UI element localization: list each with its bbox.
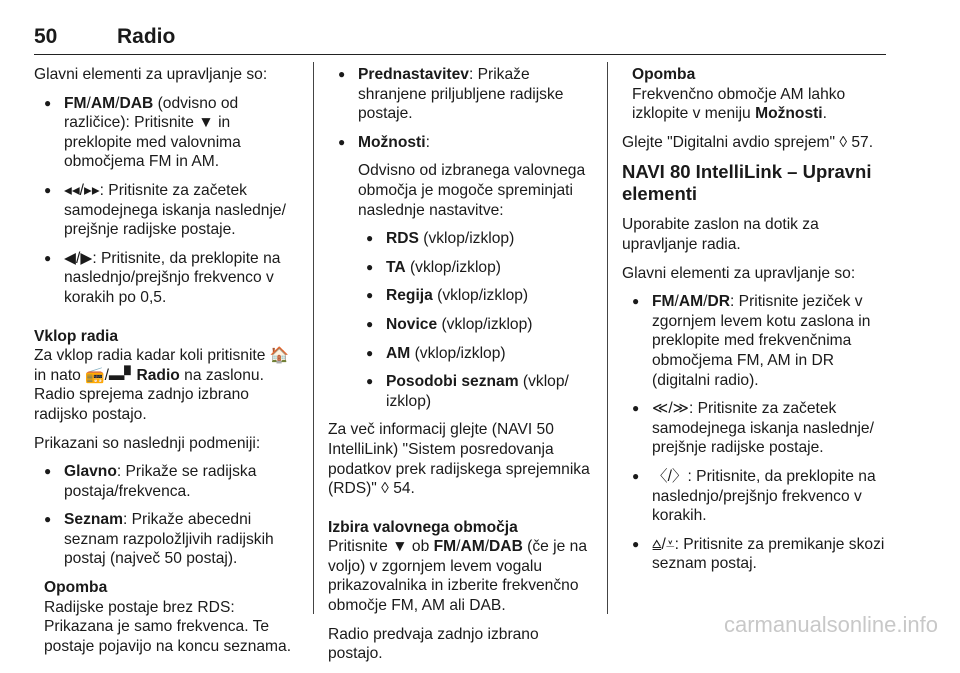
note-heading: Opomba (44, 579, 108, 597)
column-divider (313, 62, 314, 614)
note-heading: Opomba (632, 66, 696, 83)
note-text: Radijske postaje brez RDS: Prikazana je samo frekvenca. Te postaje pojavijo na koncu seznama. (44, 598, 292, 655)
list-item: ● ◂◂/▸▸: Pritisnite za začetek samodejnega iskanja naslednje/ prejšnje radijske postaje. (34, 181, 302, 240)
sub-list-item: ● RDS (vklop/izklop) (328, 229, 596, 249)
section-heading: Izbira valovnega območja (328, 518, 518, 536)
note-box (622, 65, 890, 124)
paragraph: Glejte "Digitalni avdio sprejem" ◊ 57. (622, 133, 874, 151)
sub-list-item: ● AM (vklop/izklop) (328, 344, 596, 364)
sub-paragraph: Odvisno od izbranega valovnega območja je mogoče spreminjati naslednje nastavitve: (358, 162, 586, 219)
paragraph: Uporabite zaslon na dotik za upravljanje radia. (622, 216, 819, 253)
column-divider (607, 62, 608, 614)
section-heading: Vklop radia (34, 327, 119, 345)
list-item: ● ⩠/⩡: Pritisnite za premikanje skozi seznam postaj. (622, 535, 890, 574)
list-item: ● ≪/≫: Pritisnite za začetek samodejnega iskanja naslednje/ prejšnje radijske postaje. (622, 399, 890, 458)
sub-list-item: ● Posodobi seznam (vklop/ izklop) (328, 372, 596, 411)
sub-list-item: ● Regija (vklop/izklop) (328, 286, 596, 306)
page-title: Radio (117, 25, 176, 48)
list-item: ● Seznam: Prikaže abecedni seznam razpoložljivih radijskih postaj (največ 50 postaj). (34, 510, 302, 569)
section-heading: NAVI 80 IntelliLink – Upravni elementi (622, 161, 872, 205)
paragraph: Radio predvaja zadnjo izbrano postajo. (328, 625, 539, 663)
list-item: ● ◀/▶: Pritisnite, da preklopite na naslednjo/prejšnjo frekvenco v korakih po 0,5. (34, 249, 302, 308)
list-item: ● FM/AM/DR: Pritisnite jeziček v zgornjem levem kotu zaslona in preklopite med frekvenčnima območjema FM, AM in DR (digitalni radio). (622, 292, 890, 390)
sub-list-item: ● Novice (vklop/izklop) (328, 315, 596, 335)
list-item: ● FM/AM/DAB (odvisno od različice): Pritisnite ▼ in preklopite med valovnima območjema FM in AM. (34, 94, 302, 172)
paragraph: Glavni elementi za upravljanje so: (622, 264, 856, 282)
column-2 (328, 65, 596, 673)
note-text: Frekvenčno območje AM lahko izklopite v meniju Možnosti. (632, 85, 846, 123)
sub-list-item: ● TA (vklop/izklop) (328, 258, 596, 278)
watermark: carmanualsonline.info (723, 612, 938, 637)
page-number: 50 (34, 25, 58, 48)
list-item: ● 〈/〉: Pritisnite, da preklopite na naslednjo/prejšnjo frekvenco v korakih. (622, 467, 890, 526)
list-item: ● Prednastavitev: Prikaže shranjene priljubljene radijske postaje. (328, 65, 596, 124)
paragraph: Za vklop radia kadar koli pritisnite 🏠 in nato 📻/▬▘Radio na zaslonu. Radio sprejema zadnjo izbrano radijsko postajo. (34, 347, 290, 423)
paragraph: Pritisnite ▼ ob FM/AM/DAB (če je na voljo) v zgornjem levem vogalu prikazovalnika in izberite frekvenčno območje FM, AM ali DAB. (328, 538, 587, 615)
column-3 (622, 65, 890, 583)
list-item: ● Možnosti: (328, 133, 596, 153)
page-header (34, 24, 886, 55)
paragraph: Prikazani so naslednji podmeniji: (34, 434, 261, 452)
list-item: ● Glavno: Prikaže se radijska postaja/frekvenca. (34, 462, 302, 501)
paragraph: Za več informacij glejte (NAVI 50 IntelliLink) "Sistem posredovanja podatkov prek radijskega sprejemnika (RDS)" ◊ 54. (328, 421, 590, 498)
paragraph: Glavni elementi za upravljanje so: (34, 66, 268, 83)
column-1 (34, 65, 302, 665)
